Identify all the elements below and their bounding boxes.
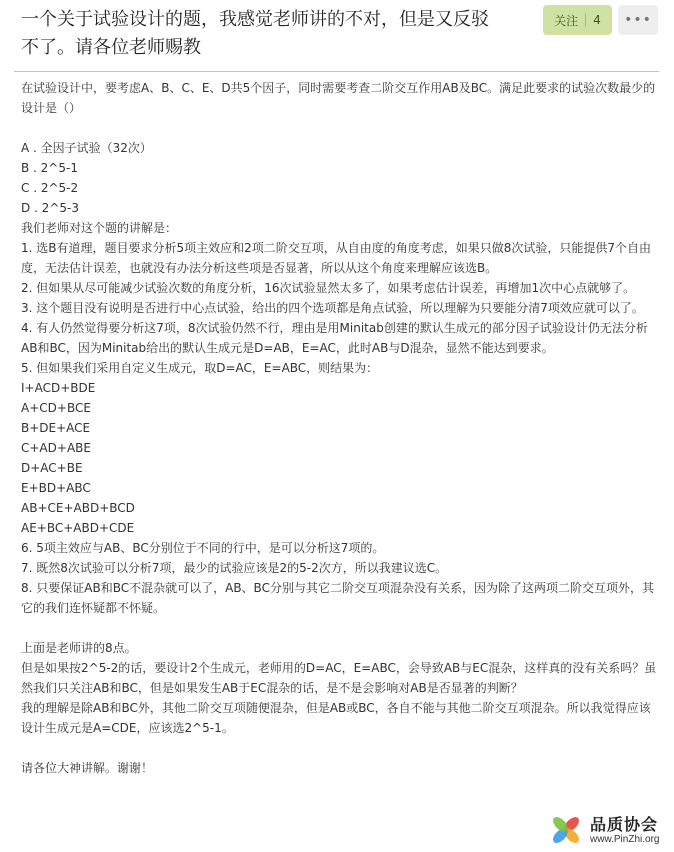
post-paragraph: 4. 有人仍然觉得要分析这7项，8次试验仍然不行，理由是用Minitab创建的默认生成元的部分因子试验设计仍无法分析AB和BC，因为Minitab给出的默认生成元是D=AB，E=AC，此时AB与D混杂，显然不能达到要求。 [21, 321, 648, 355]
logo-name: 品质协会 [590, 815, 659, 834]
post-paragraph: 3. 这个题目没有说明是否进行中心点试验，给出的四个选项都是角点试验，所以理解为只要能分清7项效应就可以了。 [21, 301, 644, 315]
post-paragraph: 8. 只要保证AB和BC不混杂就可以了，AB、BC分别与其它二阶交互项混杂没有关系，因为除了这两项二阶交互项外，其它的我们连怀疑都不怀疑。 [21, 581, 654, 615]
more-icon: ••• [624, 12, 652, 28]
post-paragraph: 在试验设计中，要考虑A、B、C、E、D共5个因子，同时需要考查二阶交互作用AB及BC。满足此要求的试验次数最少的设计是（） [21, 81, 656, 115]
post-paragraph: 上面是老师讲的8点。 [21, 641, 137, 655]
post-body [21, 78, 661, 778]
post-paragraph: I+ACD+BDE [21, 381, 96, 395]
blank-line [21, 738, 661, 758]
post-paragraph: 7. 既然8次试验可以分析7项，最少的试验应该是2的5-2次方，所以我建议选C。 [21, 561, 448, 575]
post-paragraph: 请各位大神讲解。谢谢！ [21, 761, 154, 775]
post-paragraph: B+DE+ACE [21, 421, 91, 435]
post-paragraph: 6. 5项主效应与AB、BC分别位于不同的行中，是可以分析这7项的。 [21, 541, 385, 555]
post-paragraph: D+AC+BE [21, 461, 83, 475]
post-paragraph: B . 2^5-1 [21, 161, 78, 175]
post-header [0, 0, 674, 72]
post-paragraph: 我们老师对这个题的讲解是： [21, 221, 178, 235]
follow-count: 4 [593, 13, 601, 27]
post-title: 一个关于试验设计的题，我感觉老师讲的不对，但是又反驳不了。请各位老师赐教 [21, 9, 489, 58]
header-divider [14, 71, 659, 72]
follow-label: 关注 [554, 13, 579, 28]
post-paragraph: AB+CE+ABD+BCD [21, 501, 135, 515]
post-paragraph: 1. 选B有道理，题目要求分析5项主效应和2项二阶交互项，从自由度的角度考虑，如果只做8次试验，只能提供7个自由度，无法估计误差，也就没有办法分析这些项是否显著，所以从这个角度来理解应该选B。 [21, 241, 652, 275]
post-paragraph: D . 2^5-3 [21, 201, 79, 215]
post-paragraph: 但是如果按2^5-2的话，要设计2个生成元，老师用的D=AC，E=ABC，会导致AB与EC混杂，这样真的没有关系吗？虽然我们只关注AB和BC，但是如果发生AB于EC混杂的话，是不是会影响对AB是否显著的判断？ [21, 661, 657, 695]
follow-button[interactable] [543, 5, 612, 35]
pinwheel-logo-icon [546, 812, 586, 848]
post-paragraph: E+BD+ABC [21, 481, 91, 495]
logo-url: www.PinZhi.org [590, 834, 660, 845]
blank-line [21, 118, 661, 138]
post-paragraph: 2. 但如果从尽可能减少试验次数的角度分析，16次试验显然太多了，如果考虑估计误差，再增加1次中心点就够了。 [21, 281, 636, 295]
more-options-button[interactable] [618, 5, 658, 35]
blank-line [21, 618, 661, 638]
post-paragraph: C+AD+ABE [21, 441, 91, 455]
site-logo [546, 810, 670, 850]
post-paragraph: 5. 但如果我们采用自定义生成元，取D=AC，E=ABC，则结果为： [21, 361, 379, 375]
post-paragraph: AE+BC+ABD+CDE [21, 521, 135, 535]
post-paragraph: A . 全因子试验（32次） [21, 141, 152, 155]
post-paragraph: 我的理解是除AB和BC外，其他二阶交互项随便混杂，但是AB或BC，各自不能与其他二阶交互项混杂。所以我觉得应该设计生成元是A=CDE，应该选2^5-1。 [21, 701, 651, 735]
follow-separator [585, 13, 586, 27]
post-paragraph: A+CD+BCE [21, 401, 91, 415]
post-paragraph: C . 2^5-2 [21, 181, 79, 195]
